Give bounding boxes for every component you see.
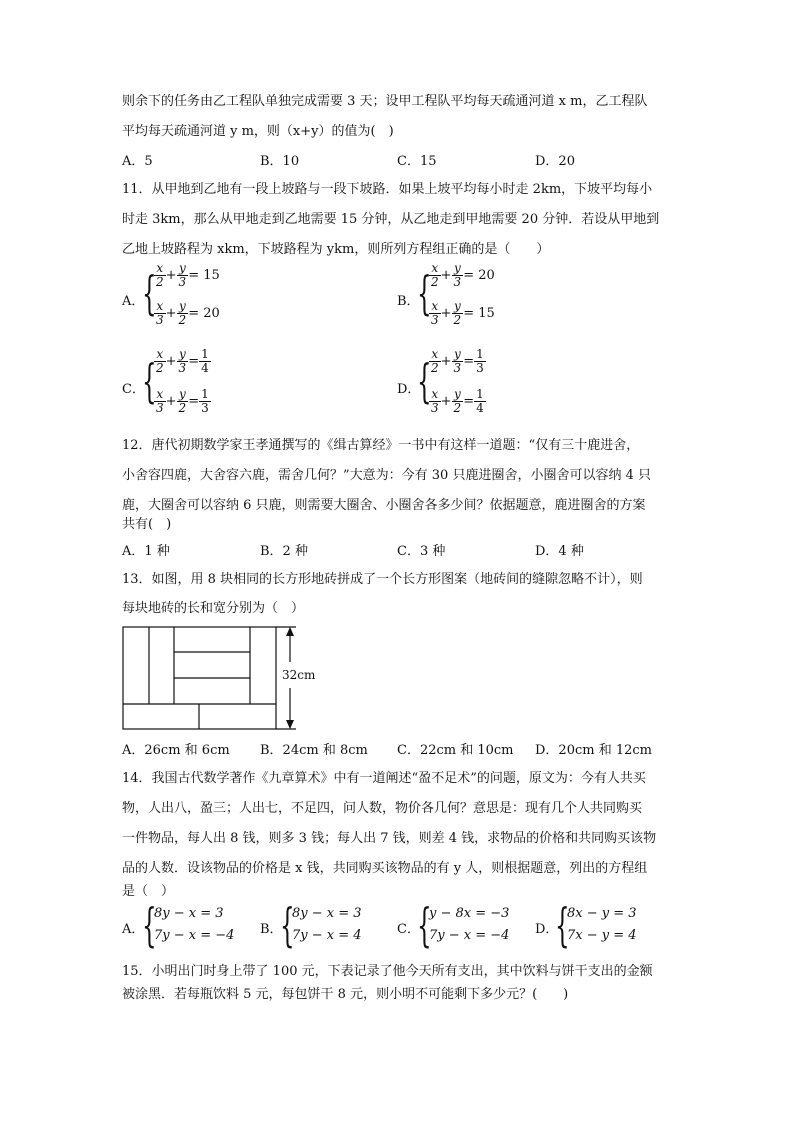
equation-2: 7y − x = −4 [154, 928, 235, 943]
q11-option-b[interactable] [397, 262, 637, 336]
q12-line-4: 共有( ) [122, 517, 172, 532]
system-brace: { [142, 266, 157, 320]
q11-option-d[interactable] [397, 348, 637, 424]
q13-line-2: 每块地砖的长和宽分别为（ ） [122, 601, 305, 616]
system-brace: { [417, 266, 432, 320]
q11-option-a[interactable] [122, 262, 362, 336]
q13-option-a[interactable]: A．26cm 和 6cm [122, 743, 230, 758]
equation-2: 7y − x = 4 [292, 928, 362, 943]
q12-line-1: 12．唐代初期数学家王孝通撰写的《缉古算经》一书中有这样一道题：“仅有三十鹿进舍， [122, 438, 640, 453]
q10-line-1: 则余下的任务由乙工程队单独完成需要 3 天；设甲工程队平均每天疏通河道 x m，乙工程队 [122, 94, 648, 109]
q14-line-1: 14．我国古代数学著作《九章算术》中有一道阐述“盈不足术”的问题，原文为：今有人共买 [122, 771, 646, 786]
q10-option-b[interactable]: B．10 [260, 154, 300, 169]
dimension-arrow-up [286, 627, 294, 636]
q13-option-d[interactable]: D．20cm 和 12cm [535, 743, 652, 758]
q11-line-1: 11．从甲地到乙地有一段上坡路与一段下坡路．如果上坡平均每小时走 2km，下坡平均每小 [122, 182, 653, 197]
equation-2: $\frac{x}{3}$ + $\frac{y}{2}$ = 15 [431, 299, 495, 327]
equation-1: 8y − x = 3 [154, 906, 224, 921]
equation-1: $\frac{x}{2}$ + $\frac{y}{3}$ = 20 [431, 261, 495, 289]
q14-option-d[interactable] [535, 898, 665, 952]
system-brace: { [417, 354, 432, 408]
q13-option-c[interactable]: C．22cm 和 10cm [397, 743, 514, 758]
q11-option-c[interactable] [122, 348, 362, 424]
equation-1: 8y − x = 3 [292, 906, 362, 921]
equation-2: 7y − x = −4 [429, 928, 510, 943]
q10-option-d[interactable]: D．20 [535, 154, 575, 169]
system-brace: { [142, 354, 157, 408]
option-label: D． [397, 382, 421, 397]
q14-line-3: 一件物品，每人出 8 钱，则多 3 钱；每人出 7 钱，则差 4 钱，求物品的价格和共同购买该物 [122, 831, 657, 846]
q10-line-2: 平均每天疏通河道 y m，则（x+y）的值为( ) [122, 124, 394, 139]
option-label: B． [397, 294, 420, 309]
equation-2: $\frac{x}{3}$ + $\frac{y}{2}$ = 20 [156, 299, 220, 327]
figure-dimension-label: 32cm [282, 668, 316, 682]
q14-line-2: 物，人出八，盈三；人出七，不足四，问人数，物价各几何？意思是：现有几个人共同购买 [122, 801, 643, 816]
equation-1: 8x − y = 3 [567, 906, 637, 921]
option-label: C． [397, 922, 420, 937]
q15-line-1: 15．小明出门时身上带了 100 元，下表记录了他今天所有支出，其中饮料与饼干支出的金额 [122, 964, 653, 979]
equation-1: $\frac{x}{2}$ + $\frac{y}{3}$ = $\frac{1}{4}$ [156, 347, 209, 375]
q12-option-c[interactable]: C．3 种 [397, 544, 446, 559]
q10-option-a[interactable]: A．5 [122, 154, 153, 169]
option-label: A． [122, 294, 145, 309]
q14-option-c[interactable] [397, 898, 527, 952]
q14-line-5: 是（ ） [122, 884, 175, 899]
dimension-arrow-down [286, 720, 294, 729]
equation-2: $\frac{x}{3}$ + $\frac{y}{2}$ = $\frac{1}{3}$ [156, 387, 209, 415]
q14-option-b[interactable] [260, 898, 390, 952]
q11-line-3: 乙地上坡路程为 xkm，下坡路程为 ykm，则所列方程组正确的是（ ） [122, 242, 550, 257]
q13-option-b[interactable]: B．24cm 和 8cm [260, 743, 368, 758]
q12-line-2: 小舍容四鹿，大舍容六鹿，需舍几何？”大意为：今有 30 只鹿进圈舍，小圈舍可以容纳 4 只 [122, 468, 651, 483]
q12-option-d[interactable]: D．4 种 [535, 544, 584, 559]
q14-option-a[interactable] [122, 898, 252, 952]
q13-line-1: 13．如图，用 8 块相同的长方形地砖拼成了一个长方形图案（地砖间的缝隙忽略不计），则 [122, 572, 643, 587]
system-brace: { [280, 898, 295, 952]
q15-line-2: 被涂黑．若每瓶饮料 5 元，每包饼干 8 元，则小明不可能剩下多少元？( ) [122, 987, 569, 1002]
equation-1: y − 8x = −3 [429, 906, 510, 921]
option-label: D． [535, 922, 559, 937]
system-brace: { [417, 898, 432, 952]
q10-option-c[interactable]: C．15 [397, 154, 437, 169]
option-label: B． [260, 922, 283, 937]
equation-2: 7x − y = 4 [567, 928, 637, 943]
q12-line-3: 鹿，大圈舍可以容纳 6 只鹿，则需要大圈舍、小圈舍各多少间？依据题意，鹿进圈舍的方案 [122, 498, 646, 513]
q12-option-b[interactable]: B．2 种 [260, 544, 308, 559]
system-brace: { [555, 898, 570, 952]
option-label: A． [122, 922, 145, 937]
equation-2: $\frac{x}{3}$ + $\frac{y}{2}$ = $\frac{1}{4}$ [431, 387, 484, 415]
option-label: C． [122, 382, 145, 397]
q12-option-a[interactable]: A．1 种 [122, 544, 170, 559]
system-brace: { [142, 898, 157, 952]
equation-1: $\frac{x}{2}$ + $\frac{y}{3}$ = 15 [156, 261, 220, 289]
equation-1: $\frac{x}{2}$ + $\frac{y}{3}$ = $\frac{1}{3}$ [431, 347, 484, 375]
q14-line-4: 品的人数．设该物品的价格是 x 钱，共同购买该物品的有 y 人，则根据题意，列出的方程组 [122, 861, 648, 876]
q11-line-2: 时走 3km，那么从甲地走到乙地需要 15 分钟，从乙地走到甲地需要 20 分钟．若设从甲地到 [122, 212, 660, 227]
